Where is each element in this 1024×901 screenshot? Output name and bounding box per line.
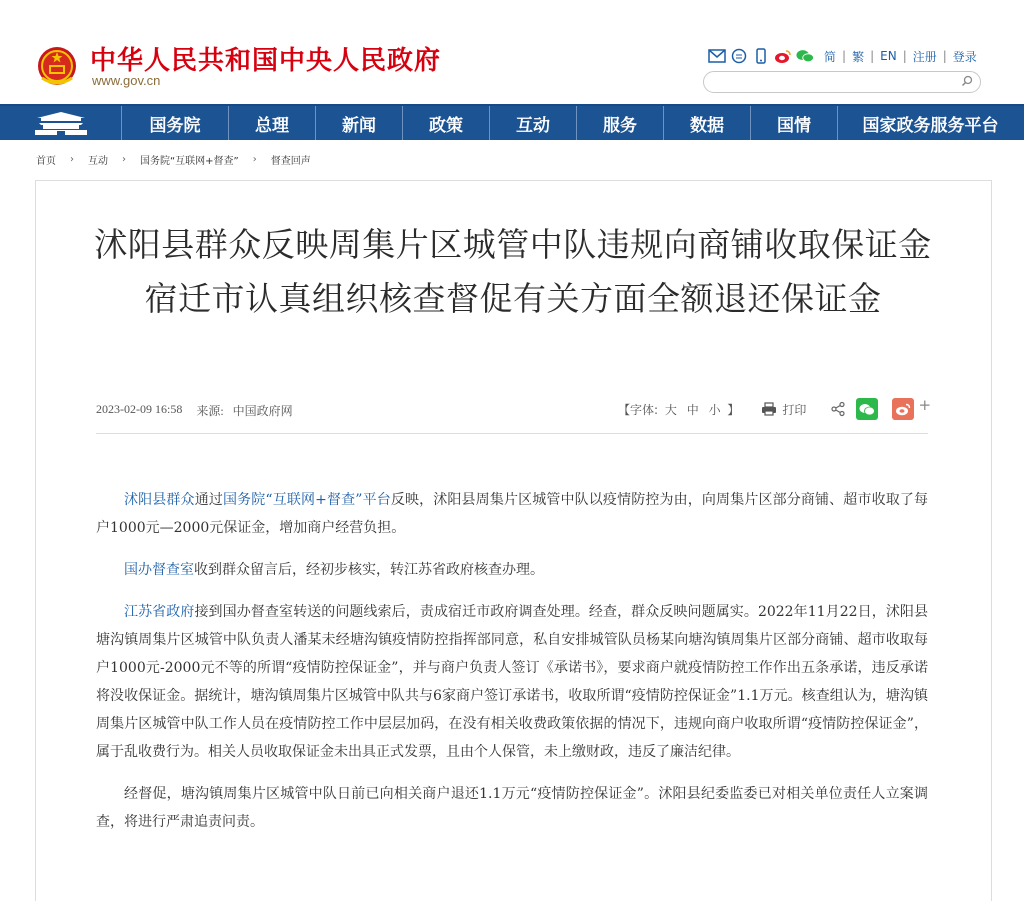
- chevron-right-icon: ›: [252, 154, 257, 165]
- font-small-button[interactable]: 小: [708, 402, 721, 417]
- wechat-icon[interactable]: [796, 48, 814, 64]
- site-url: www.gov.cn: [92, 73, 161, 88]
- message-icon[interactable]: [730, 48, 748, 64]
- share-icon[interactable]: [830, 401, 846, 417]
- breadcrumb-internet-supervision[interactable]: 国务院“互联网+督查”: [140, 156, 239, 167]
- divider: [96, 433, 928, 434]
- highlight-keyword: 国办督查室: [124, 562, 194, 578]
- font-label: 【字体:: [618, 402, 659, 417]
- lang-english-link[interactable]: EN: [880, 49, 897, 63]
- register-link[interactable]: 注册: [912, 49, 937, 64]
- source-label: 来源:: [196, 404, 224, 418]
- print-label: 打印: [782, 402, 807, 417]
- print-button[interactable]: [761, 401, 806, 418]
- more-share-icon[interactable]: +: [918, 396, 932, 414]
- weibo-share-button[interactable]: [892, 398, 914, 420]
- separator: |: [902, 49, 907, 63]
- nav-item-state-council[interactable]: 国务院: [122, 106, 229, 140]
- paragraph: 江苏省政府接到国办督查室转送的问题线索后，责成宿迁市政府调查处理。经查，群众反映问题属实。2022年11月22日，沭阳县塘沟镇周集片区城管中队负责人潘某未经塘沟镇疫情防控指挥部同意，私自安排城管队员杨某向塘沟镇周集片区部分商铺、超市收取每户1000元-2000元不等的所谓“疫情防控保证金”，并与商户负责人签订《承诺书》，要求商户就疫情防控工作作出五条承诺，违反承诺将没收保证金。据统计，塘沟镇周集片区城管中队共与6家商户签订承诺书，收取所谓“疫情防控保证金”1.1万元。核查组认为，塘沟镇周集片区城管中队工作人员在疫情防控工作中层层加码，在没有相关收费政策依据的情况下，违规向商户收取所谓“疫情防控保证金”，属于乱收费行为。相关人员收取保证金未出具正式发票，且由个人保管，未上缴财政，违反了廉洁纪律。: [96, 604, 929, 760]
- nav-item-national-info[interactable]: 国情: [751, 106, 838, 140]
- source-name: 中国政府网: [232, 404, 293, 418]
- lang-traditional-link[interactable]: 繁: [852, 49, 865, 64]
- search-box: [703, 71, 981, 93]
- utility-bar: [708, 46, 983, 66]
- breadcrumb-supervision-echo[interactable]: 督查回声: [270, 156, 311, 167]
- separator: |: [842, 49, 847, 63]
- publish-date: 2023-02-09 16:58: [96, 402, 183, 416]
- highlight-keyword: 沭阳县群众: [124, 492, 195, 508]
- paragraph: 国办督查室收到群众留言后，经初步核实，转江苏省政府核查办理。: [124, 562, 544, 578]
- paragraph: 经督促，塘沟镇周集片区城管中队日前已向相关商户退还1.1万元“疫情防控保证金”。沭阳县纪委监委已对相关单位责任人立案调查，将进行严肃追责问责。: [96, 786, 928, 830]
- nav-home[interactable]: [0, 106, 122, 140]
- login-link[interactable]: 登录: [952, 49, 977, 64]
- search-icon[interactable]: [960, 74, 974, 88]
- chevron-right-icon: ›: [70, 154, 74, 165]
- breadcrumb: [36, 152, 311, 167]
- wechat-share-button[interactable]: [856, 398, 878, 420]
- mobile-icon[interactable]: [752, 48, 770, 64]
- search-input[interactable]: [714, 74, 958, 90]
- site-title[interactable]: 中华人民共和国中央人民政府: [90, 46, 442, 76]
- tiananmen-icon: [31, 110, 91, 136]
- font-close: 】: [727, 402, 740, 417]
- nav-item-interaction[interactable]: 互动: [490, 106, 577, 140]
- separator: |: [870, 49, 875, 63]
- font-medium-button[interactable]: 中: [686, 402, 699, 417]
- national-emblem-icon[interactable]: [36, 44, 78, 88]
- nav-item-data[interactable]: 数据: [664, 106, 751, 140]
- highlight-keyword[interactable]: 国务院“互联网+督查”平台: [222, 492, 391, 508]
- nav-item-premier[interactable]: 总理: [229, 106, 316, 140]
- nav-item-policy[interactable]: 政策: [403, 106, 490, 140]
- printer-icon: [761, 402, 777, 416]
- article-tools: [618, 397, 931, 421]
- article-body: [96, 486, 928, 850]
- main-nav: [0, 104, 1024, 140]
- separator: |: [942, 49, 947, 63]
- article-meta: [96, 402, 293, 419]
- nav-item-service-platform[interactable]: 国家政务服务平台: [862, 115, 999, 136]
- chevron-right-icon: ›: [122, 154, 126, 165]
- site-header: [0, 0, 1024, 104]
- weibo-icon[interactable]: [774, 48, 792, 64]
- nav-item-service[interactable]: 服务: [577, 106, 664, 140]
- highlight-keyword: 江苏省政府: [124, 604, 195, 620]
- email-icon[interactable]: [708, 48, 726, 64]
- lang-simplified-link[interactable]: 简: [824, 49, 837, 64]
- nav-item-news[interactable]: 新闻: [316, 106, 403, 140]
- font-large-button[interactable]: 大: [664, 402, 677, 417]
- paragraph: 沭阳县群众通过国务院“互联网+督查”平台反映，沭阳县周集片区城管中队以疫情防控为由，向周集片区部分商铺、超市收取了每户1000元—2000元保证金，增加商户经营负担。: [96, 492, 929, 536]
- wechat-icon: [859, 403, 875, 416]
- weibo-icon: [895, 402, 911, 416]
- breadcrumb-interaction[interactable]: 互动: [88, 156, 108, 167]
- breadcrumb-home[interactable]: 首页: [36, 156, 56, 167]
- article-title: 沭阳县群众反映周集片区城管中队违规向商铺收取保证金 宿迁市认真组织核查督促有关方面全额退还保证金: [94, 225, 932, 318]
- font-size-control: [618, 401, 739, 418]
